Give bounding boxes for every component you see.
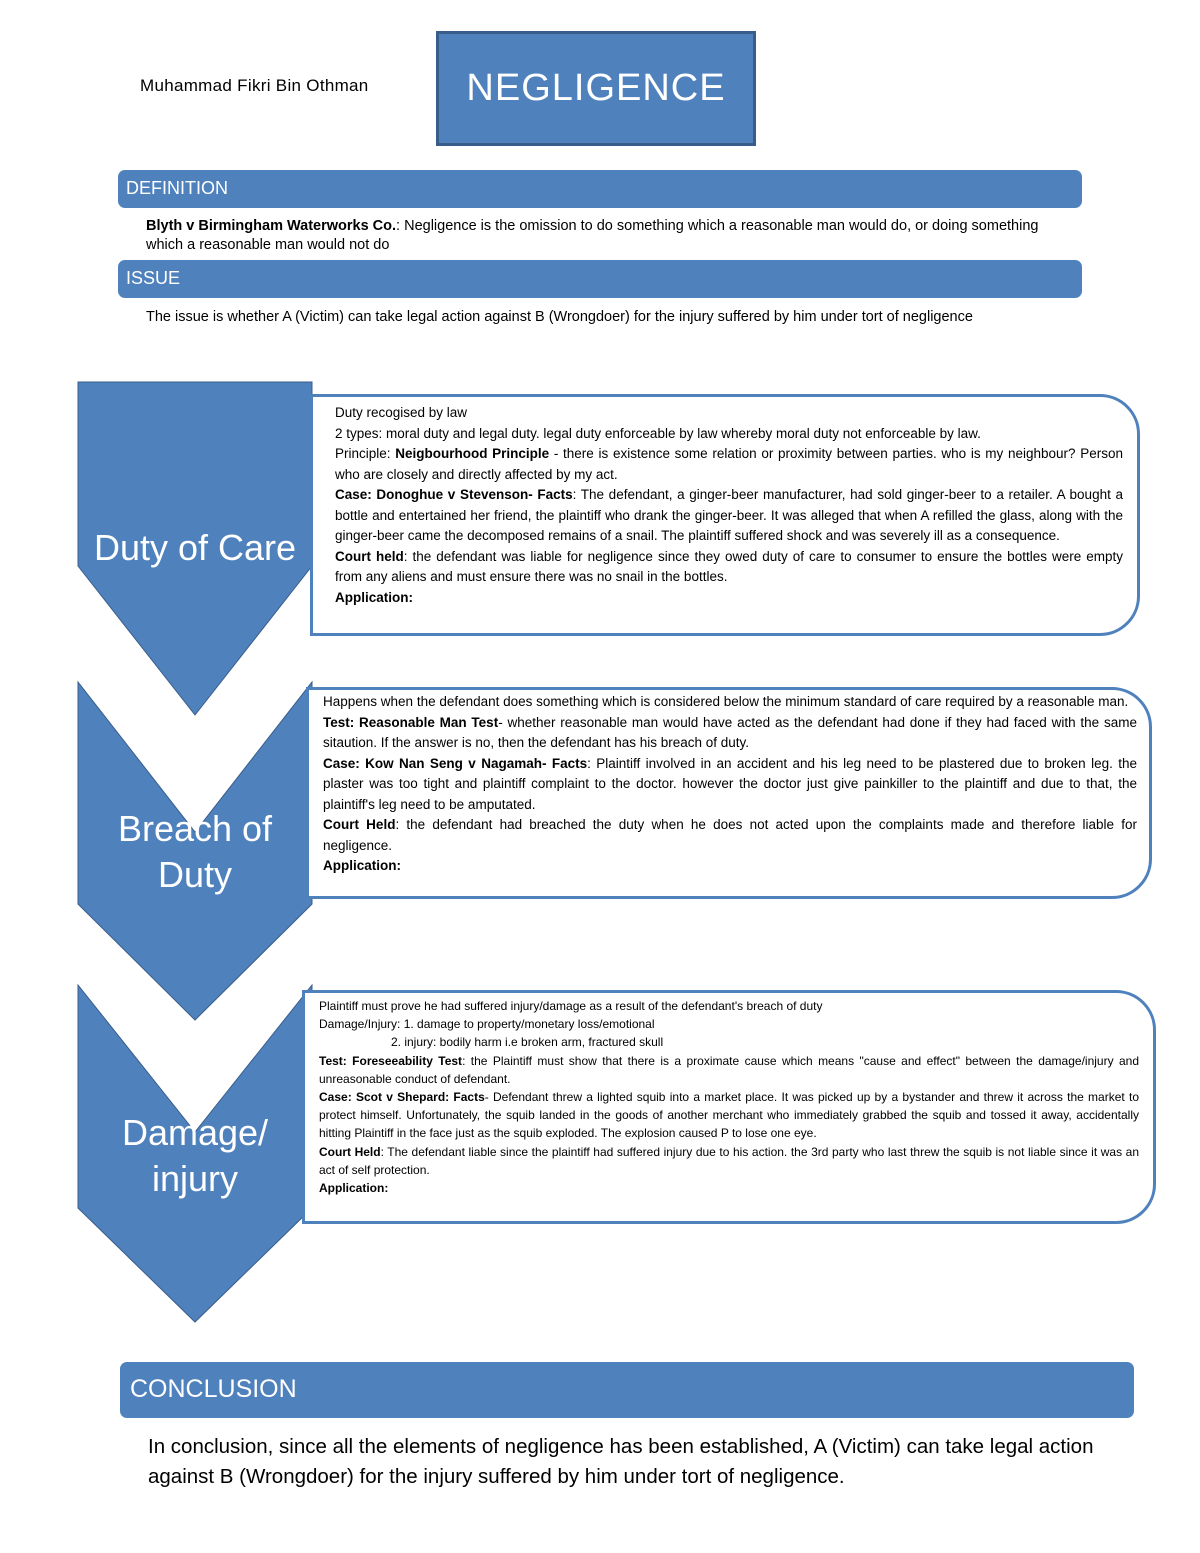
breach-of-duty-label xyxy=(78,806,312,898)
damage-case: Case: Scot v Shepard: Facts- Defendant threw a lighted squib into a market place. It was picked up by a bystander and threw it across the market to protect himself. Unfortunately, the squib landed in the goods of another merchant who immediately grabbed the squib and tossed it away, accidentally hitting Plaintiff in the face just as the squib exploded. The explosion caused P to lose one eye. xyxy=(319,1090,1139,1141)
breach-label-line2: Duty xyxy=(157,854,233,895)
duty-case: Case: Donoghue v Stevenson- Facts: The defendant, a ginger-beer manufacturer, had sold ginger-beer to a retailer. A bought a bottle and entertained her friend, the plaintiff who drank the ginger-beer. It was alleged that when A refilled the glass, along with the ginger-beer came the decomposed remains of a snail. The plaintiff suffered shock and was severely ill as a consequence. xyxy=(335,487,1123,543)
definition-body: : Negligence is the omission to do something which a reasonable man would do, or doing something which a reasonable man would not do xyxy=(146,218,1039,253)
breach-label-line1: Breach of xyxy=(117,808,273,849)
damage-label-line1: Damage/ xyxy=(121,1112,269,1153)
duty-of-care-label: Duty of Care xyxy=(93,527,297,568)
author-name: Muhammad Fikri Bin Othman xyxy=(140,76,369,95)
page-title: NEGLIGENCE xyxy=(466,67,726,109)
damage-injury-details xyxy=(302,990,1156,1224)
duty-principle: Principle: Neigbourhood Principle - there is existence some relation or proximity between parties. who is my neighbour? Person who are closely and directly affected by my act. xyxy=(335,446,1123,482)
duty-line1: Duty recogised by law xyxy=(335,405,468,420)
definition-bar: DEFINITION xyxy=(118,170,1082,208)
breach-line1: Happens when the defendant does something which is considered below the minimum standard of care required by a reasonable man. xyxy=(323,694,1129,709)
breach-test: Test: Reasonable Man Test- whether reasonable man would have acted as the defendant had done if they had faced with the same sitaution. If the answer is no, then the defendant has his breach of duty. xyxy=(323,714,1137,750)
damage-label-line2: injury xyxy=(151,1158,239,1199)
damage-line1: Plaintiff must prove he had suffered injury/damage as a result of the defendant's breach of duty xyxy=(319,999,823,1013)
duty-line2: 2 types: moral duty and legal duty. legal duty enforceable by law whereby moral duty not enforceable by law. xyxy=(335,425,981,441)
damage-held: Court Held: The defendant liable since the plaintiff had suffered injury due to his action. the 3rd party who last threw the squib is not liable since it was an act of self protection. xyxy=(319,1144,1139,1177)
definition-case: Blyth v Birmingham Waterworks Co. xyxy=(146,218,397,234)
breach-case: Case: Kow Nan Seng v Nagamah- Facts: Plaintiff involved in an accident and his leg need to be plastered due to broken leg. the plaster was too tight and plaintiff complaint to the doctor. however the doctor just give painkiller to the plaintiff and due to that, the plaintiff's leg need to be amputated. xyxy=(323,755,1137,812)
conclusion-bar: CONCLUSION xyxy=(120,1362,1134,1418)
duty-of-care-details xyxy=(310,394,1140,636)
damage-line2: Damage/Injury: 1. damage to property/monetary loss/emotional xyxy=(319,1017,655,1032)
issue-bar: ISSUE xyxy=(118,260,1082,298)
duty-held: Court held: the defendant was liable for negligence since they owed duty of care to consumer to ensure the bottles were empty from any aliens and must ensure there was no snail in the bottles. xyxy=(335,548,1123,584)
conclusion-text: In conclusion, since all the elements of negligence has been established, A (Victim) can take legal action against B (Wrongdoer) for the injury suffered by him under tort of negligence. xyxy=(148,1435,1094,1488)
damage-test: Test: Foreseeability Test: the Plaintiff must show that there is a proximate cause which means "cause and effect" between the damage/injury and unreasonable conduct of defendant. xyxy=(319,1053,1139,1086)
damage-injury-label xyxy=(78,1110,312,1202)
damage-application: Application: xyxy=(319,1181,389,1196)
breach-of-duty-details xyxy=(306,687,1152,899)
duty-application: Application: xyxy=(335,589,413,605)
damage-line3: 2. injury: bodily harm i.e broken arm, fractured skull xyxy=(391,1035,664,1050)
breach-held: Court Held: the defendant had breached the duty when he does not acted upon the complaints made and therefore liable for negligence. xyxy=(323,817,1137,853)
issue-text: The issue is whether A (Victim) can take legal action against B (Wrongdoer) for the injury suffered by him under tort of negligence xyxy=(146,309,973,325)
breach-application: Application: xyxy=(323,858,401,873)
